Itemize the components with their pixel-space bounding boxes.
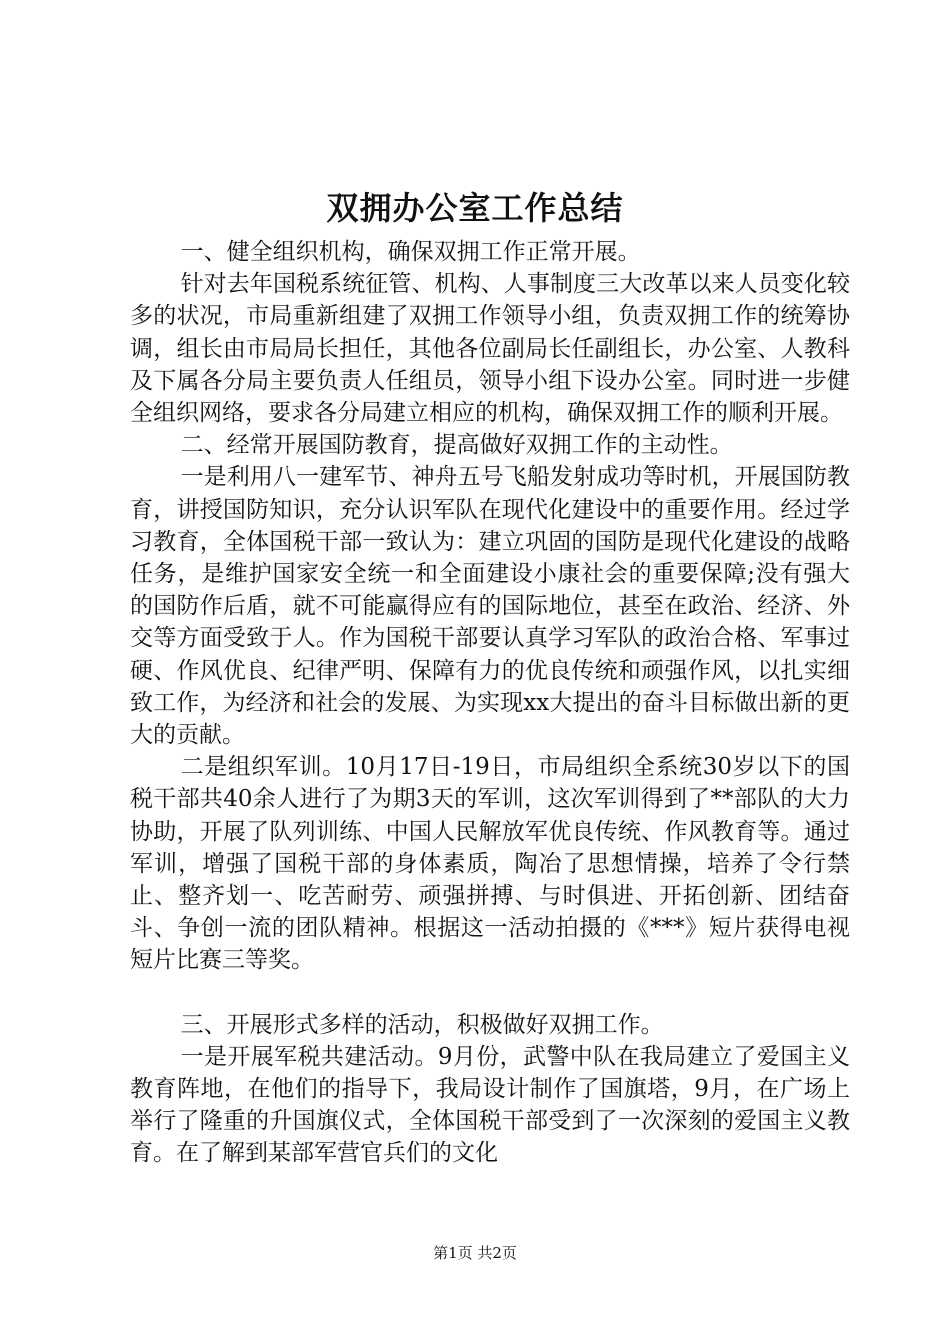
section-heading-2: 二、经常开展国防教育，提高做好双拥工作的主动性。	[180, 432, 733, 459]
section-heading-1: 一、健全组织机构，确保双拥工作正常开展。	[180, 239, 641, 265]
paragraph-military-training: 二是组织军训。10月17日-19日，市局组织全系统30岁以下的国税干部共40余人进行了为期3天的军训，这次军训得到了**部队的大力协助，开展了队列训练、中国人民解放军优良传统、作风教育等。通过军训，增强了国税干部的身体素质，陶冶了思想情操，培养了令行禁止、整齐划一、吃苦耐劳、顽强拼搏、与时俱进、开拓创新、团结奋斗、争创一流的团队精神。根据这一活动拍摄的《***》短片获得电视短片比赛三等奖。	[130, 754, 850, 974]
document-title: 双拥办公室工作总结	[326, 189, 624, 227]
page-footer: 第1页 共2页	[433, 1244, 517, 1262]
paragraph-organization: 针对去年国税系统征管、机构、人事制度三大改革以来人员变化较多的状况，市局重新组建了双拥工作领导小组，负责双拥工作的统筹协调，组长由市局局长担任，其他各位副局长任副组长，办公室、人教科及下属各分局主要负责人任组员，领导小组下设办公室。同时进一步健全组织网络，要求各分局建立相应的机构，确保双拥工作的顺利开展。	[130, 271, 850, 427]
paragraph-defense-education: 一是利用八一建军节、神舟五号飞船发射成功等时机，开展国防教育，讲授国防知识，充分认识军队在现代化建设中的重要作用。经过学习教育，全体国税干部一致认为：建立巩固的国防是现代化建设的战略任务，是维护国家安全统一和全面建设小康社会的重要保障;没有强大的国防作后盾，就不可能赢得应有的国际地位，甚至在政治、经济、外交等方面受致于人。作为国税干部要认真学习军队的政治合格、军事过硬、作风优良、纪律严明、保障有力的优良传统和顽强作风，以扎实细致工作，为经济和社会的发展、为实现xx大提出的奋斗目标做出新的更大的贡献。	[130, 464, 850, 749]
document-body	[130, 236, 850, 1170]
paragraph-joint-activities: 一是开展军税共建活动。9月份，武警中队在我局建立了爱国主义教育阵地，在他们的指导下，我局设计制作了国旗塔，9月，在广场上举行了隆重的升国旗仪式，全体国税干部受到了一次深刻的爱国主义教育。在了解到某部军营官兵们的文化	[130, 1043, 850, 1167]
section-heading-3: 三、开展形式多样的活动，积极做好双拥工作。	[180, 1011, 664, 1038]
paragraph-spacer	[130, 977, 850, 1009]
